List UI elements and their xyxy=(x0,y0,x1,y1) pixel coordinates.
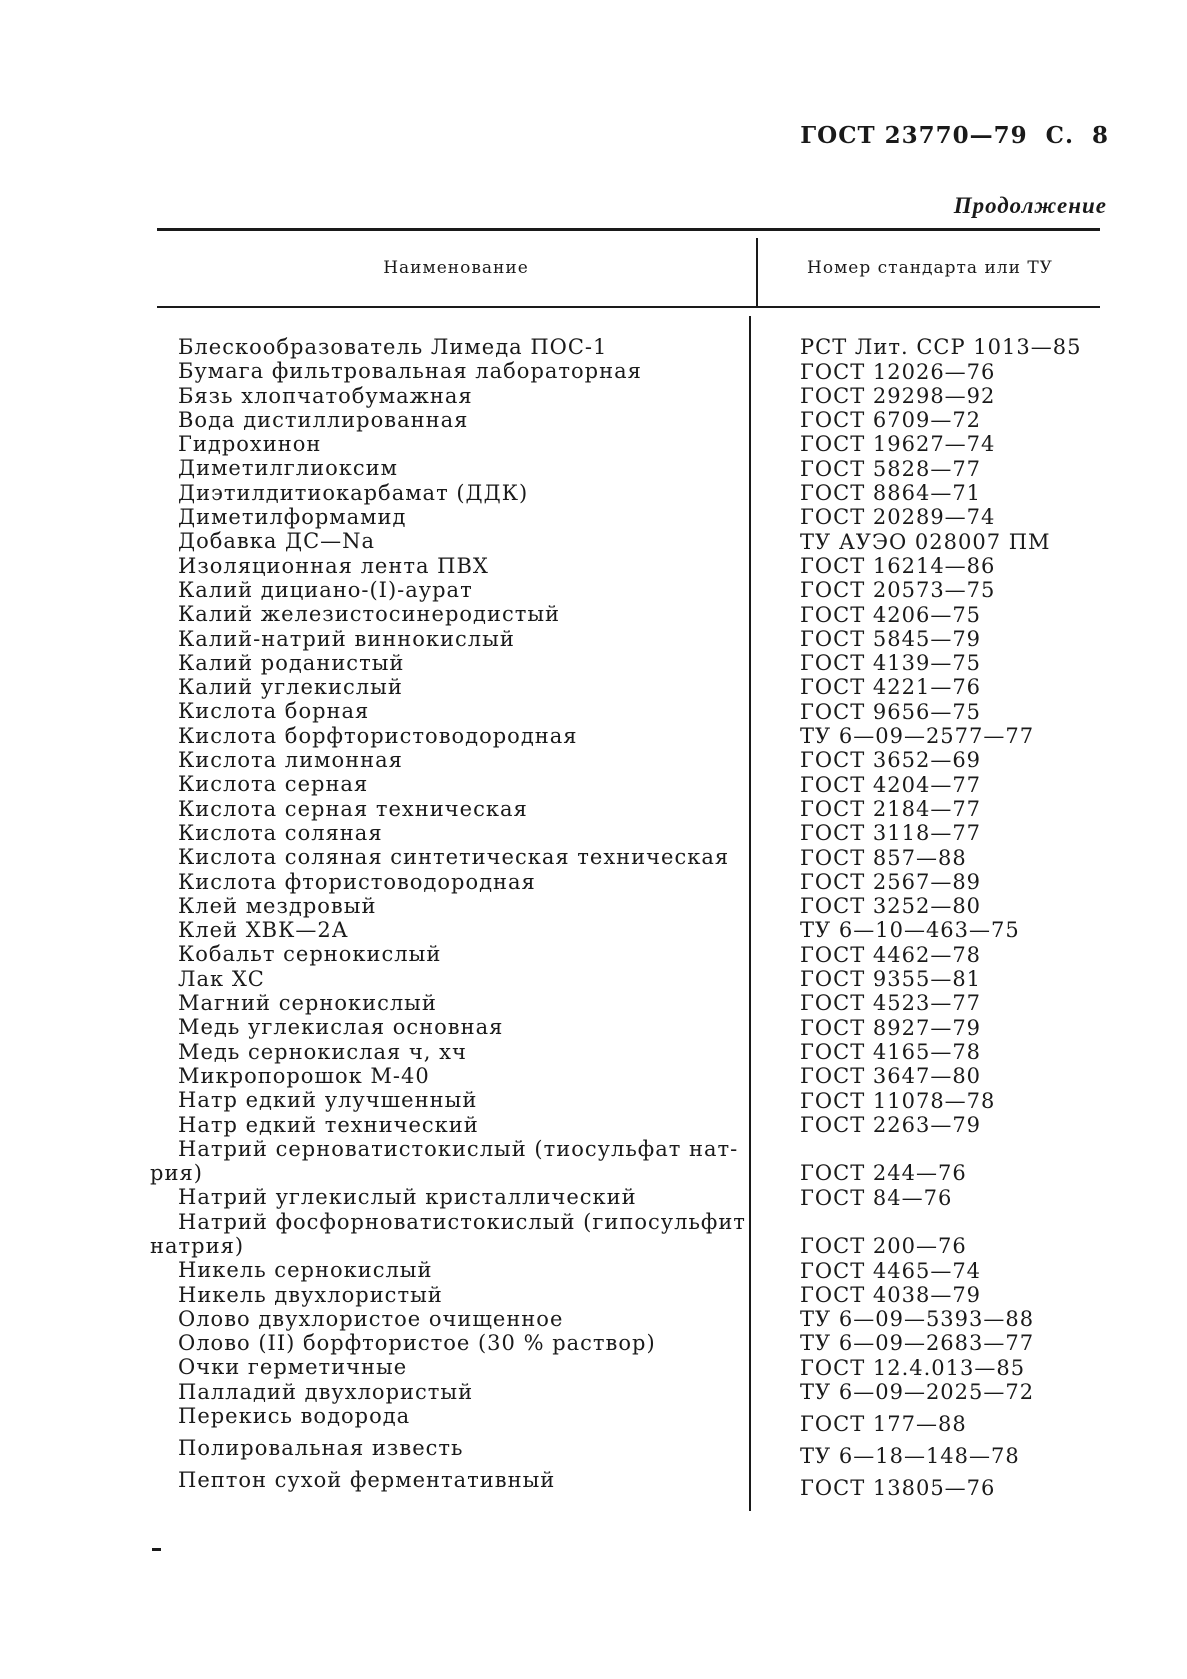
row-name-line: Блескообразователь Лимеда ПОС-1 xyxy=(178,335,608,359)
row-name xyxy=(178,481,528,505)
row-standard: ГОСТ 5828—77 xyxy=(800,456,982,481)
row-name-line: Кобальт сернокислый xyxy=(178,942,442,967)
table-row xyxy=(0,967,1187,991)
row-standard: ГОСТ 4462—78 xyxy=(800,942,982,967)
row-standard: ГОСТ 2263—79 xyxy=(800,1112,982,1137)
table-row xyxy=(0,821,1187,845)
row-name-line: Перекись водорода xyxy=(178,1404,411,1429)
row-name xyxy=(178,1113,479,1137)
column-header-name: Наименование xyxy=(383,258,529,278)
table-row xyxy=(0,432,1187,456)
row-name-line: Гидрохинон xyxy=(178,432,322,457)
row-standard: ТУ 6—09—2025—72 xyxy=(800,1380,1035,1405)
standard-number: ГОСТ 23770—79 xyxy=(800,122,1028,149)
row-standard: ГОСТ 200—76 xyxy=(800,1234,967,1259)
row-name-line: Калий углекислый xyxy=(178,675,403,700)
row-name-line: Бязь хлопчатобумажная xyxy=(178,383,473,408)
row-name xyxy=(178,797,528,821)
table-row xyxy=(0,894,1187,918)
row-name-line: Диметилформамид xyxy=(178,505,407,530)
row-name xyxy=(178,1064,430,1088)
row-name xyxy=(178,1380,473,1404)
table-row xyxy=(0,1015,1187,1039)
header-column-divider xyxy=(756,238,758,306)
table-row xyxy=(0,554,1187,578)
row-name-line: Калий роданистый xyxy=(178,650,405,675)
row-standard: ГОСТ 12.4.013—85 xyxy=(800,1355,1026,1380)
row-standard: ГОСТ 3652—69 xyxy=(800,748,982,773)
row-standard: ТУ 6—09—2683—77 xyxy=(800,1331,1035,1356)
table-row xyxy=(0,408,1187,432)
table-row xyxy=(0,384,1187,408)
continuation-label: Продолжение xyxy=(953,193,1107,218)
row-name xyxy=(178,1185,637,1209)
row-name-line: Бумага фильтровальная лабораторная xyxy=(178,359,642,384)
row-standard: ГОСТ 16214—86 xyxy=(800,553,996,578)
table-body xyxy=(0,335,1187,1500)
row-name-line: Очки герметичные xyxy=(178,1355,408,1380)
table-row xyxy=(0,699,1187,723)
row-standard: ГОСТ 20289—74 xyxy=(800,505,996,530)
row-name xyxy=(178,1307,563,1331)
row-name-line: Добавка ДС—Na xyxy=(178,529,376,554)
row-standard: ТУ 6—10—463—75 xyxy=(800,918,1020,943)
table-row xyxy=(0,359,1187,383)
row-name xyxy=(178,627,515,651)
row-name-line: Никель сернокислый xyxy=(178,1258,433,1283)
row-name xyxy=(150,1136,739,1185)
table-row xyxy=(0,942,1187,966)
row-name-line: Палладий двухлористый xyxy=(178,1379,474,1404)
table-row xyxy=(0,1283,1187,1307)
row-name xyxy=(178,1468,555,1492)
row-name-line: Калий-натрий виннокислый xyxy=(178,626,515,651)
row-name xyxy=(178,845,729,869)
row-name xyxy=(178,1040,467,1064)
page-number: 8 xyxy=(1091,122,1109,149)
row-name xyxy=(178,748,403,772)
table-row xyxy=(0,529,1187,553)
row-standard: РСТ Лит. ССР 1013—85 xyxy=(800,335,1082,360)
row-name xyxy=(178,991,437,1015)
row-name xyxy=(178,894,376,918)
table-row xyxy=(0,1210,1187,1259)
row-standard: ГОСТ 12026—76 xyxy=(800,359,996,384)
row-name-line: Клей ХВК—2А xyxy=(178,918,349,943)
row-standard: ГОСТ 9355—81 xyxy=(800,967,982,992)
row-name xyxy=(178,359,642,383)
row-name xyxy=(178,408,468,432)
row-name-line: Калий железистосинеродистый xyxy=(178,602,561,627)
row-name-line: Натрий фосфорноватистокислый (гипосульфит xyxy=(178,1209,746,1234)
row-name-line: Кислота серная xyxy=(178,772,369,797)
table-row xyxy=(0,870,1187,894)
row-name xyxy=(178,724,578,748)
row-name-line: Клей мездровый xyxy=(178,893,377,918)
row-name-line: Кислота соляная xyxy=(178,820,383,845)
row-standard: ГОСТ 5845—79 xyxy=(800,626,982,651)
row-name-line: Никель двухлористый xyxy=(178,1282,443,1307)
table-row xyxy=(0,1113,1187,1137)
row-name-line: Полировальная известь xyxy=(178,1436,464,1461)
row-name-line: Лак ХС xyxy=(178,966,265,991)
row-standard: ГОСТ 6709—72 xyxy=(800,408,982,433)
row-name-line: Олово (II) борфтористое (30 % раствор) xyxy=(178,1331,656,1356)
page-header xyxy=(800,122,1109,149)
row-standard: ГОСТ 20573—75 xyxy=(800,578,996,603)
row-name xyxy=(178,1404,410,1428)
page-label: С. xyxy=(1045,122,1074,149)
row-name xyxy=(178,1331,656,1355)
row-standard: ГОСТ 2184—77 xyxy=(800,796,982,821)
row-standard: ГОСТ 3647—80 xyxy=(800,1064,982,1089)
table-row xyxy=(0,602,1187,626)
row-name-line: Медь сернокислая ч, хч xyxy=(178,1039,467,1064)
table-row xyxy=(0,1064,1187,1088)
row-standard: ГОСТ 4465—74 xyxy=(800,1258,982,1283)
row-standard: ГОСТ 13805—76 xyxy=(800,1476,996,1501)
row-name-line: Кислота борфтористоводородная xyxy=(178,723,578,748)
row-name xyxy=(178,505,406,529)
row-name xyxy=(178,432,321,456)
row-standard: ГОСТ 177—88 xyxy=(800,1412,967,1437)
table-row xyxy=(0,1088,1187,1112)
row-name xyxy=(150,1209,746,1258)
row-standard: ТУ АУЭО 028007 ПМ xyxy=(800,529,1051,554)
table-header-rule xyxy=(157,306,1100,308)
row-standard: ГОСТ 11078—78 xyxy=(800,1088,996,1113)
row-name xyxy=(178,699,369,723)
table-row xyxy=(0,772,1187,796)
table-row xyxy=(0,675,1187,699)
row-name-line: Натр едкий улучшенный xyxy=(178,1088,478,1113)
table-row xyxy=(0,845,1187,869)
row-name-line: Вода дистиллированная xyxy=(178,407,469,432)
table-row xyxy=(0,335,1187,359)
table-row xyxy=(0,1307,1187,1331)
row-standard: ГОСТ 4221—76 xyxy=(800,675,982,700)
row-standard: ГОСТ 4139—75 xyxy=(800,651,982,676)
row-standard: ГОСТ 4523—77 xyxy=(800,991,982,1016)
table-row xyxy=(0,456,1187,480)
table-row xyxy=(0,651,1187,675)
row-name xyxy=(178,772,368,796)
row-name xyxy=(178,1258,433,1282)
row-standard: ГОСТ 3252—80 xyxy=(800,894,982,919)
row-name-continuation: натрия) xyxy=(150,1233,245,1258)
row-name xyxy=(178,578,473,602)
table-row xyxy=(0,1436,1187,1468)
row-name xyxy=(178,870,536,894)
table-row xyxy=(0,1380,1187,1404)
table-row xyxy=(0,1331,1187,1355)
row-name-line: Натрий углекислый кристаллический xyxy=(178,1185,637,1210)
row-name xyxy=(178,967,265,991)
row-name-line: Микропорошок М-40 xyxy=(178,1063,430,1088)
table-row xyxy=(0,797,1187,821)
row-standard: ГОСТ 244—76 xyxy=(800,1161,967,1186)
table-row xyxy=(0,1258,1187,1282)
row-standard: ГОСТ 84—76 xyxy=(800,1185,953,1210)
table-row xyxy=(0,724,1187,748)
table-row xyxy=(0,1355,1187,1379)
row-standard: ГОСТ 9656—75 xyxy=(800,699,982,724)
row-name xyxy=(178,1355,407,1379)
row-name-line: Калий дициано-(I)-аурат xyxy=(178,577,473,602)
row-name-line: Кислота лимонная xyxy=(178,748,403,773)
column-header-standard: Номер стандарта или ТУ xyxy=(807,258,1053,278)
table-row xyxy=(0,918,1187,942)
row-name xyxy=(178,918,349,942)
row-standard: ГОСТ 29298—92 xyxy=(800,383,996,408)
table-row xyxy=(0,627,1187,651)
row-name xyxy=(178,456,398,480)
row-name-line: Кислота борная xyxy=(178,699,370,724)
page-mark xyxy=(152,1548,161,1551)
row-name-line: Диметилглиоксим xyxy=(178,456,398,481)
table-row xyxy=(0,1040,1187,1064)
table-row xyxy=(0,1468,1187,1500)
table-top-rule xyxy=(157,228,1100,231)
row-name-line: Натр едкий технический xyxy=(178,1112,479,1137)
row-name-line: Изоляционная лента ПВХ xyxy=(178,553,489,578)
row-name xyxy=(178,335,607,359)
table-row xyxy=(0,481,1187,505)
row-standard: ГОСТ 4206—75 xyxy=(800,602,982,627)
table-row xyxy=(0,1137,1187,1186)
table-row xyxy=(0,1404,1187,1436)
row-name xyxy=(178,942,441,966)
row-name-line: Магний сернокислый xyxy=(178,991,437,1016)
row-standard: ГОСТ 4038—79 xyxy=(800,1282,982,1307)
row-name xyxy=(178,651,404,675)
row-name xyxy=(178,1436,463,1460)
row-standard: ТУ 6—18—148—78 xyxy=(800,1444,1020,1469)
table-row xyxy=(0,578,1187,602)
row-name-line: Пептон сухой ферментативный xyxy=(178,1468,556,1493)
table-row xyxy=(0,505,1187,529)
row-standard: ГОСТ 8864—71 xyxy=(800,481,982,506)
row-standard: ТУ 6—09—2577—77 xyxy=(800,724,1035,749)
row-standard: ГОСТ 3118—77 xyxy=(800,821,982,846)
row-name xyxy=(178,675,403,699)
row-name xyxy=(178,1015,503,1039)
table-row xyxy=(0,748,1187,772)
row-standard: ГОСТ 4204—77 xyxy=(800,772,982,797)
row-name-line: Диэтилдитиокарбамат (ДДК) xyxy=(178,480,529,505)
row-name-line: Натрий серноватистокислый (тиосульфат нат- xyxy=(178,1136,739,1161)
row-name-line: Олово двухлористое очищенное xyxy=(178,1306,564,1331)
row-standard: ГОСТ 857—88 xyxy=(800,845,967,870)
row-name xyxy=(178,384,473,408)
row-name-line: Медь углекислая основная xyxy=(178,1015,504,1040)
row-name xyxy=(178,1088,477,1112)
row-name xyxy=(178,602,560,626)
table-row xyxy=(0,991,1187,1015)
row-name-line: Кислота фтористоводородная xyxy=(178,869,536,894)
row-standard: ГОСТ 19627—74 xyxy=(800,432,996,457)
row-name xyxy=(178,554,489,578)
row-standard: ГОСТ 2567—89 xyxy=(800,869,982,894)
row-standard: ТУ 6—09—5393—88 xyxy=(800,1307,1035,1332)
row-name-line: Кислота соляная синтетическая техническая xyxy=(178,845,730,870)
row-name-line: Кислота серная техническая xyxy=(178,796,528,821)
row-standard: ГОСТ 4165—78 xyxy=(800,1039,982,1064)
row-name xyxy=(178,821,383,845)
row-name-continuation: рия) xyxy=(150,1160,203,1185)
row-name xyxy=(178,529,375,553)
row-name xyxy=(178,1283,443,1307)
table-row xyxy=(0,1185,1187,1209)
row-standard: ГОСТ 8927—79 xyxy=(800,1015,982,1040)
